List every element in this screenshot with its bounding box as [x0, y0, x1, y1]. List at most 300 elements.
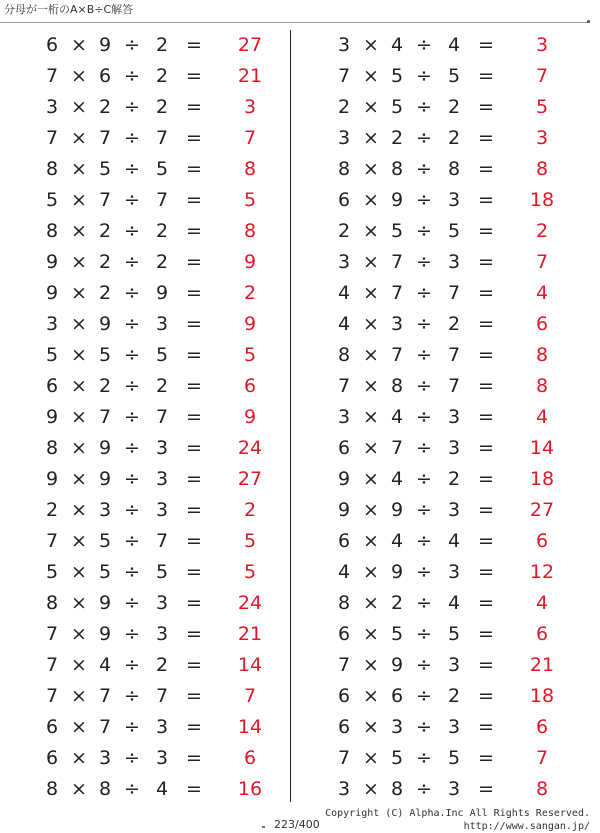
divide-sign: ÷: [124, 220, 140, 242]
operand-c: 2: [447, 313, 461, 335]
equals-sign: =: [186, 96, 202, 118]
divide-sign: ÷: [416, 499, 432, 521]
answer: 12: [529, 561, 555, 583]
answer: 5: [243, 530, 257, 552]
page-title: 分母が一桁のA×B÷C解答: [4, 3, 134, 16]
equals-sign: =: [186, 251, 202, 273]
operand-b: 8: [390, 375, 404, 397]
operand-b: 7: [98, 406, 112, 428]
operand-a: 4: [337, 313, 351, 335]
operand-c: 3: [155, 468, 169, 490]
times-sign: ×: [71, 778, 87, 800]
divide-sign: ÷: [416, 468, 432, 490]
answer: 24: [237, 592, 263, 614]
times-sign: ×: [71, 96, 87, 118]
equals-sign: =: [186, 654, 202, 676]
divide-sign: ÷: [124, 158, 140, 180]
equals-sign: =: [478, 437, 494, 459]
operand-c: 7: [155, 127, 169, 149]
operand-b: 5: [98, 530, 112, 552]
divide-sign: ÷: [416, 127, 432, 149]
operand-b: 7: [98, 189, 112, 211]
times-sign: ×: [363, 282, 379, 304]
operand-b: 9: [98, 468, 112, 490]
copyright-block: [325, 807, 590, 833]
answer: 2: [535, 220, 549, 242]
operand-a: 6: [45, 747, 59, 769]
operand-b: 8: [98, 778, 112, 800]
operand-b: 3: [390, 313, 404, 335]
equals-sign: =: [186, 34, 202, 56]
operand-a: 6: [45, 375, 59, 397]
operand-c: 2: [155, 96, 169, 118]
operand-c: 4: [447, 592, 461, 614]
equals-sign: =: [478, 127, 494, 149]
operand-a: 9: [45, 282, 59, 304]
divide-sign: ÷: [416, 65, 432, 87]
divide-sign: ÷: [124, 375, 140, 397]
divide-sign: ÷: [124, 313, 140, 335]
operand-a: 3: [45, 313, 59, 335]
answer: 14: [237, 716, 263, 738]
times-sign: ×: [363, 437, 379, 459]
times-sign: ×: [71, 189, 87, 211]
divide-sign: ÷: [124, 437, 140, 459]
answer: 8: [535, 158, 549, 180]
operand-c: 4: [447, 530, 461, 552]
answer: 6: [243, 375, 257, 397]
equals-sign: =: [186, 313, 202, 335]
divide-sign: ÷: [124, 778, 140, 800]
answer: 14: [237, 654, 263, 676]
operand-b: 5: [390, 623, 404, 645]
operand-c: 3: [155, 499, 169, 521]
times-sign: ×: [71, 344, 87, 366]
operand-a: 6: [337, 716, 351, 738]
operand-b: 5: [98, 561, 112, 583]
operand-c: 2: [447, 96, 461, 118]
answer: 7: [535, 251, 549, 273]
equals-sign: =: [478, 313, 494, 335]
operand-b: 2: [390, 592, 404, 614]
operand-b: 9: [390, 189, 404, 211]
operand-b: 5: [390, 220, 404, 242]
operand-c: 3: [447, 189, 461, 211]
equals-sign: =: [478, 189, 494, 211]
answer: 8: [243, 158, 257, 180]
operand-b: 5: [98, 158, 112, 180]
divide-sign: ÷: [416, 344, 432, 366]
operand-a: 7: [45, 127, 59, 149]
equals-sign: =: [186, 127, 202, 149]
operand-a: 9: [45, 251, 59, 273]
divide-sign: ÷: [416, 437, 432, 459]
operand-a: 3: [337, 251, 351, 273]
divide-sign: ÷: [124, 127, 140, 149]
operand-b: 2: [98, 282, 112, 304]
operand-b: 7: [98, 685, 112, 707]
times-sign: ×: [363, 530, 379, 552]
answer: 24: [237, 437, 263, 459]
answer: 4: [535, 592, 549, 614]
operand-a: 6: [45, 716, 59, 738]
operand-a: 5: [45, 561, 59, 583]
operand-b: 5: [390, 96, 404, 118]
operand-a: 7: [45, 65, 59, 87]
operand-b: 9: [98, 623, 112, 645]
operand-b: 2: [98, 220, 112, 242]
divide-sign: ÷: [124, 344, 140, 366]
operand-c: 2: [155, 65, 169, 87]
times-sign: ×: [363, 127, 379, 149]
times-sign: ×: [363, 685, 379, 707]
times-sign: ×: [363, 65, 379, 87]
operand-c: 3: [447, 654, 461, 676]
times-sign: ×: [71, 375, 87, 397]
page-number: 223/400: [274, 818, 320, 831]
operand-c: 2: [155, 34, 169, 56]
operand-b: 7: [390, 282, 404, 304]
answer: 3: [535, 127, 549, 149]
answer: 8: [535, 375, 549, 397]
divide-sign: ÷: [124, 561, 140, 583]
operand-b: 4: [390, 34, 404, 56]
operand-a: 8: [337, 592, 351, 614]
answer: 7: [535, 747, 549, 769]
equals-sign: =: [478, 282, 494, 304]
divide-sign: ÷: [416, 530, 432, 552]
divide-sign: ÷: [416, 716, 432, 738]
answer: 27: [529, 499, 555, 521]
operand-c: 9: [155, 282, 169, 304]
equals-sign: =: [186, 530, 202, 552]
operand-b: 7: [98, 716, 112, 738]
answer: 6: [535, 623, 549, 645]
answer: 16: [237, 778, 263, 800]
operand-a: 7: [337, 654, 351, 676]
operand-b: 4: [390, 468, 404, 490]
operand-c: 3: [447, 561, 461, 583]
times-sign: ×: [363, 468, 379, 490]
divide-sign: ÷: [416, 282, 432, 304]
divide-sign: ÷: [416, 561, 432, 583]
operand-c: 3: [155, 623, 169, 645]
operand-c: 2: [155, 375, 169, 397]
operand-b: 7: [390, 344, 404, 366]
divide-sign: ÷: [416, 96, 432, 118]
divide-sign: ÷: [416, 654, 432, 676]
operand-c: 3: [155, 592, 169, 614]
operand-a: 9: [45, 406, 59, 428]
operand-c: 7: [447, 344, 461, 366]
equals-sign: =: [478, 685, 494, 707]
divide-sign: ÷: [124, 406, 140, 428]
operand-a: 6: [337, 189, 351, 211]
operand-a: 7: [337, 747, 351, 769]
operand-b: 7: [390, 437, 404, 459]
operand-a: 3: [337, 406, 351, 428]
operand-b: 9: [390, 561, 404, 583]
divide-sign: ÷: [124, 716, 140, 738]
divide-sign: ÷: [416, 623, 432, 645]
equals-sign: =: [186, 375, 202, 397]
operand-b: 9: [98, 34, 112, 56]
operand-c: 5: [155, 158, 169, 180]
divide-sign: ÷: [416, 747, 432, 769]
times-sign: ×: [363, 220, 379, 242]
header-rule: [0, 22, 590, 23]
times-sign: ×: [363, 34, 379, 56]
operand-c: 7: [155, 530, 169, 552]
answer: 7: [243, 127, 257, 149]
operand-a: 8: [45, 437, 59, 459]
operand-c: 7: [447, 375, 461, 397]
operand-c: 5: [155, 561, 169, 583]
operand-c: 4: [155, 778, 169, 800]
times-sign: ×: [71, 499, 87, 521]
divide-sign: ÷: [124, 499, 140, 521]
operand-b: 2: [390, 127, 404, 149]
equals-sign: =: [186, 685, 202, 707]
operand-b: 3: [390, 716, 404, 738]
operand-c: 8: [447, 158, 461, 180]
equals-sign: =: [478, 220, 494, 242]
operand-a: 6: [45, 34, 59, 56]
equals-sign: =: [478, 592, 494, 614]
divide-sign: ÷: [416, 592, 432, 614]
times-sign: ×: [71, 437, 87, 459]
equals-sign: =: [478, 251, 494, 273]
equals-sign: =: [478, 561, 494, 583]
times-sign: ×: [71, 220, 87, 242]
times-sign: ×: [363, 623, 379, 645]
times-sign: ×: [363, 189, 379, 211]
times-sign: ×: [71, 654, 87, 676]
answer: 21: [529, 654, 555, 676]
divide-sign: ÷: [416, 34, 432, 56]
equals-sign: =: [186, 344, 202, 366]
operand-a: 8: [45, 220, 59, 242]
operand-a: 3: [337, 127, 351, 149]
equals-sign: =: [478, 499, 494, 521]
operand-a: 6: [337, 685, 351, 707]
divide-sign: ÷: [416, 375, 432, 397]
operand-a: 4: [337, 282, 351, 304]
times-sign: ×: [363, 251, 379, 273]
equals-sign: =: [478, 530, 494, 552]
operand-a: 2: [337, 96, 351, 118]
operand-b: 4: [98, 654, 112, 676]
answer: 3: [243, 96, 257, 118]
times-sign: ×: [71, 282, 87, 304]
equals-sign: =: [478, 158, 494, 180]
divide-sign: ÷: [124, 623, 140, 645]
times-sign: ×: [71, 468, 87, 490]
site-url[interactable]: http://www.sangan.jp/: [463, 821, 590, 832]
operand-c: 3: [447, 437, 461, 459]
operand-c: 3: [447, 251, 461, 273]
operand-a: 6: [337, 530, 351, 552]
equals-sign: =: [186, 468, 202, 490]
times-sign: ×: [363, 499, 379, 521]
operand-b: 4: [390, 530, 404, 552]
operand-b: 5: [390, 65, 404, 87]
answer: 18: [529, 468, 555, 490]
operand-c: 7: [447, 282, 461, 304]
operand-c: 3: [447, 499, 461, 521]
times-sign: ×: [363, 778, 379, 800]
answer: 4: [535, 282, 549, 304]
answer: 8: [535, 344, 549, 366]
answer: 21: [237, 623, 263, 645]
times-sign: ×: [71, 592, 87, 614]
operand-b: 2: [98, 96, 112, 118]
equals-sign: =: [478, 468, 494, 490]
operand-b: 7: [390, 251, 404, 273]
times-sign: ×: [363, 344, 379, 366]
answer: 27: [237, 468, 263, 490]
times-sign: ×: [363, 561, 379, 583]
equals-sign: =: [186, 499, 202, 521]
operand-b: 6: [390, 685, 404, 707]
operand-b: 5: [390, 747, 404, 769]
equals-sign: =: [186, 406, 202, 428]
equals-sign: =: [186, 778, 202, 800]
divide-sign: ÷: [416, 189, 432, 211]
times-sign: ×: [363, 716, 379, 738]
divide-sign: ÷: [416, 406, 432, 428]
operand-a: 7: [45, 530, 59, 552]
footer-mark: [262, 826, 265, 828]
operand-c: 5: [447, 65, 461, 87]
operand-b: 4: [390, 406, 404, 428]
answer: 6: [535, 716, 549, 738]
operand-a: 5: [45, 344, 59, 366]
equals-sign: =: [186, 65, 202, 87]
equals-sign: =: [478, 344, 494, 366]
times-sign: ×: [363, 406, 379, 428]
equals-sign: =: [478, 654, 494, 676]
divide-sign: ÷: [124, 685, 140, 707]
answer: 14: [529, 437, 555, 459]
divide-sign: ÷: [124, 530, 140, 552]
operand-a: 7: [45, 623, 59, 645]
divide-sign: ÷: [416, 220, 432, 242]
divide-sign: ÷: [124, 251, 140, 273]
equals-sign: =: [478, 623, 494, 645]
operand-b: 3: [98, 747, 112, 769]
operand-c: 5: [155, 344, 169, 366]
operand-c: 2: [155, 654, 169, 676]
times-sign: ×: [71, 716, 87, 738]
times-sign: ×: [71, 158, 87, 180]
answer: 18: [529, 189, 555, 211]
divide-sign: ÷: [416, 313, 432, 335]
equals-sign: =: [478, 96, 494, 118]
equals-sign: =: [186, 158, 202, 180]
operand-a: 7: [337, 375, 351, 397]
operand-a: 6: [337, 623, 351, 645]
answer: 9: [243, 406, 257, 428]
equals-sign: =: [186, 716, 202, 738]
equals-sign: =: [478, 406, 494, 428]
divide-sign: ÷: [124, 96, 140, 118]
operand-b: 2: [98, 375, 112, 397]
operand-a: 7: [45, 654, 59, 676]
divide-sign: ÷: [124, 34, 140, 56]
times-sign: ×: [71, 561, 87, 583]
operand-a: 7: [45, 685, 59, 707]
operand-c: 7: [155, 685, 169, 707]
answer: 6: [535, 530, 549, 552]
answer: 5: [243, 189, 257, 211]
answer: 5: [243, 344, 257, 366]
operand-a: 8: [45, 158, 59, 180]
divide-sign: ÷: [416, 251, 432, 273]
divide-sign: ÷: [416, 158, 432, 180]
equals-sign: =: [186, 282, 202, 304]
divide-sign: ÷: [416, 685, 432, 707]
operand-c: 3: [155, 313, 169, 335]
times-sign: ×: [363, 592, 379, 614]
operand-b: 9: [98, 437, 112, 459]
answer: 21: [237, 65, 263, 87]
answer: 6: [535, 313, 549, 335]
divide-sign: ÷: [124, 468, 140, 490]
answer: 9: [243, 313, 257, 335]
times-sign: ×: [71, 530, 87, 552]
answer: 5: [243, 561, 257, 583]
operand-b: 6: [98, 65, 112, 87]
times-sign: ×: [363, 654, 379, 676]
equals-sign: =: [186, 220, 202, 242]
times-sign: ×: [71, 34, 87, 56]
operand-a: 7: [337, 65, 351, 87]
operand-a: 3: [337, 778, 351, 800]
answer: 27: [237, 34, 263, 56]
answer: 8: [535, 778, 549, 800]
operand-a: 5: [45, 189, 59, 211]
times-sign: ×: [71, 406, 87, 428]
operand-c: 2: [447, 127, 461, 149]
answer: 9: [243, 251, 257, 273]
column-divider: [290, 30, 291, 802]
answer: 7: [243, 685, 257, 707]
equals-sign: =: [478, 747, 494, 769]
operand-b: 9: [390, 499, 404, 521]
operand-b: 7: [98, 127, 112, 149]
times-sign: ×: [363, 747, 379, 769]
operand-b: 9: [98, 313, 112, 335]
times-sign: ×: [363, 158, 379, 180]
times-sign: ×: [363, 375, 379, 397]
equals-sign: =: [186, 189, 202, 211]
divide-sign: ÷: [124, 282, 140, 304]
operand-b: 2: [98, 251, 112, 273]
operand-c: 4: [447, 34, 461, 56]
operand-a: 9: [45, 468, 59, 490]
operand-a: 9: [337, 499, 351, 521]
operand-c: 5: [447, 747, 461, 769]
answer: 8: [243, 220, 257, 242]
operand-b: 8: [390, 778, 404, 800]
operand-a: 3: [337, 34, 351, 56]
operand-b: 8: [390, 158, 404, 180]
equals-sign: =: [478, 34, 494, 56]
operand-c: 5: [447, 220, 461, 242]
divide-sign: ÷: [124, 747, 140, 769]
times-sign: ×: [71, 127, 87, 149]
